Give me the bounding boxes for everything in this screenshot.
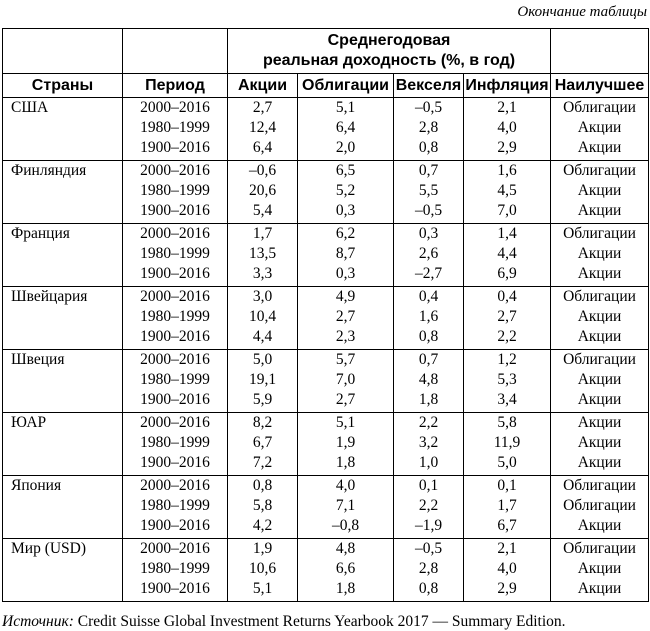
column-header-6: Наилучшее bbox=[551, 74, 649, 98]
inflation-value: 2,1 bbox=[497, 540, 517, 557]
inflation-value: 4,4 bbox=[497, 245, 517, 263]
table-continuation-note: Окончание таблицы bbox=[517, 4, 647, 20]
periods-value: 1980–1999 bbox=[140, 560, 210, 578]
stocks-value: 2,7 bbox=[252, 99, 273, 116]
cell-inflation bbox=[464, 287, 551, 350]
best-value: Облигации bbox=[563, 477, 636, 494]
inflation-value: 6,9 bbox=[497, 265, 517, 283]
periods-value: 1900–2016 bbox=[140, 328, 210, 346]
cell-periods bbox=[123, 224, 228, 287]
stocks-value: 5,0 bbox=[252, 351, 273, 368]
cell-inflation bbox=[464, 98, 551, 161]
cell-country bbox=[3, 287, 123, 350]
bonds-value: –0,8 bbox=[331, 517, 360, 535]
cell-country bbox=[3, 98, 123, 161]
inflation-value: 0,4 bbox=[497, 288, 517, 305]
stocks-value: 6,7 bbox=[252, 434, 273, 452]
best-value: Облигации bbox=[563, 162, 636, 179]
bills-value: 4,8 bbox=[418, 371, 439, 389]
cell-stocks bbox=[228, 98, 298, 161]
periods-value: 1980–1999 bbox=[140, 308, 210, 326]
periods-value: 1980–1999 bbox=[140, 434, 210, 452]
stocks-value: –0,6 bbox=[248, 162, 277, 179]
stocks-value: 5,1 bbox=[252, 580, 273, 598]
inflation-value: 4,0 bbox=[497, 119, 517, 137]
cell-bills bbox=[394, 287, 464, 350]
country-value: Швейцария bbox=[11, 288, 88, 305]
bonds-value: 5,1 bbox=[335, 414, 356, 431]
bills-value: 3,2 bbox=[418, 434, 439, 452]
stocks-value: 20,6 bbox=[248, 182, 277, 200]
bills-value: 1,0 bbox=[418, 454, 439, 472]
stocks-value: 10,4 bbox=[248, 308, 277, 326]
cell-country bbox=[3, 413, 123, 476]
inflation-value: 6,7 bbox=[497, 517, 517, 535]
stocks-value: 5,9 bbox=[252, 391, 273, 409]
cell-stocks bbox=[228, 413, 298, 476]
bills-value: 0,8 bbox=[418, 139, 439, 157]
stocks-value: 0,8 bbox=[252, 477, 273, 494]
best-value: Акции bbox=[577, 139, 622, 157]
country-value: США bbox=[11, 99, 49, 116]
cell-bills bbox=[394, 413, 464, 476]
country-value: Швеция bbox=[11, 351, 65, 368]
best-value: Облигации bbox=[563, 225, 636, 242]
bonds-value: 4,9 bbox=[335, 288, 356, 305]
periods-value: 2000–2016 bbox=[140, 288, 210, 305]
inflation-value: 2,9 bbox=[497, 580, 517, 598]
stocks-value: 6,4 bbox=[252, 139, 273, 157]
stocks-value: 4,4 bbox=[252, 328, 273, 346]
bills-value: 0,8 bbox=[418, 328, 439, 346]
cell-periods bbox=[123, 161, 228, 224]
cell-stocks bbox=[228, 539, 298, 602]
country-block-row bbox=[3, 476, 649, 539]
stocks-value: 1,9 bbox=[252, 540, 273, 557]
cell-country bbox=[3, 476, 123, 539]
cell-bonds bbox=[298, 350, 394, 413]
periods-value: 1980–1999 bbox=[140, 371, 210, 389]
country-value: Мир (USD) bbox=[11, 540, 87, 557]
best-value: Акции bbox=[577, 414, 622, 431]
bills-value: –0,5 bbox=[414, 202, 443, 220]
column-header-4: Векселя bbox=[394, 74, 464, 98]
column-header-row bbox=[3, 74, 649, 98]
cell-best bbox=[551, 413, 649, 476]
bonds-value: 5,1 bbox=[335, 99, 356, 116]
cell-best bbox=[551, 287, 649, 350]
periods-value: 1980–1999 bbox=[140, 182, 210, 200]
bills-value: 2,6 bbox=[418, 245, 439, 263]
cell-best bbox=[551, 539, 649, 602]
cell-bonds bbox=[298, 224, 394, 287]
cell-best bbox=[551, 161, 649, 224]
stocks-value: 1,7 bbox=[252, 225, 273, 242]
inflation-value: 1,7 bbox=[497, 497, 517, 515]
best-value: Облигации bbox=[563, 540, 636, 557]
periods-value: 2000–2016 bbox=[140, 540, 210, 557]
cell-bills bbox=[394, 98, 464, 161]
cell-bills bbox=[394, 224, 464, 287]
column-header-1: Период bbox=[123, 74, 228, 98]
bonds-value: 7,1 bbox=[335, 497, 356, 515]
cell-bills bbox=[394, 539, 464, 602]
cell-stocks bbox=[228, 161, 298, 224]
cell-bills bbox=[394, 350, 464, 413]
cell-stocks bbox=[228, 350, 298, 413]
best-value: Акции bbox=[577, 371, 622, 389]
inflation-value: 5,0 bbox=[497, 454, 517, 472]
cell-stocks bbox=[228, 224, 298, 287]
bonds-value: 6,6 bbox=[335, 560, 356, 578]
periods-value: 1900–2016 bbox=[140, 454, 210, 472]
stocks-value: 12,4 bbox=[248, 119, 277, 137]
cell-best bbox=[551, 98, 649, 161]
periods-value: 2000–2016 bbox=[140, 351, 210, 368]
bills-value: –0,5 bbox=[414, 540, 443, 557]
cell-inflation bbox=[464, 539, 551, 602]
bills-value: 0,8 bbox=[418, 580, 439, 598]
cell-periods bbox=[123, 287, 228, 350]
inflation-value: 2,1 bbox=[497, 99, 517, 116]
periods-value: 2000–2016 bbox=[140, 99, 210, 116]
bills-value: –2,7 bbox=[414, 265, 443, 283]
stocks-value: 10,6 bbox=[248, 560, 277, 578]
cell-periods bbox=[123, 350, 228, 413]
cell-periods bbox=[123, 476, 228, 539]
periods-value: 1980–1999 bbox=[140, 245, 210, 263]
periods-value: 2000–2016 bbox=[140, 225, 210, 242]
source-text: Credit Suisse Global Investment Returns Yearbook 2017 — Summary Edition. bbox=[77, 613, 566, 630]
column-header-0: Страны bbox=[3, 74, 123, 98]
stocks-value: 19,1 bbox=[248, 371, 277, 389]
stocks-value: 5,4 bbox=[252, 202, 273, 220]
best-value: Акции bbox=[577, 245, 622, 263]
bonds-value: 2,7 bbox=[335, 391, 356, 409]
bonds-value: 5,7 bbox=[335, 351, 356, 368]
cell-inflation bbox=[464, 224, 551, 287]
best-value: Акции bbox=[577, 182, 622, 200]
country-block-row bbox=[3, 539, 649, 602]
bills-value: 0,7 bbox=[418, 162, 439, 179]
country-block-row bbox=[3, 161, 649, 224]
bills-value: –0,5 bbox=[414, 99, 443, 116]
table-body bbox=[3, 98, 649, 602]
cell-bills bbox=[394, 161, 464, 224]
bonds-value: 8,7 bbox=[335, 245, 356, 263]
best-value: Акции bbox=[577, 391, 622, 409]
cell-best bbox=[551, 224, 649, 287]
periods-value: 1900–2016 bbox=[140, 139, 210, 157]
best-value: Облигации bbox=[563, 497, 636, 515]
cell-bonds bbox=[298, 98, 394, 161]
cell-inflation bbox=[464, 161, 551, 224]
inflation-value: 2,7 bbox=[497, 308, 517, 326]
cell-bills bbox=[394, 476, 464, 539]
inflation-value: 0,1 bbox=[497, 477, 517, 494]
best-value: Акции bbox=[577, 265, 622, 283]
bills-value: 2,8 bbox=[418, 119, 439, 137]
best-value: Акции bbox=[577, 434, 622, 452]
cell-stocks bbox=[228, 287, 298, 350]
returns-table bbox=[2, 28, 649, 602]
bills-value: 2,2 bbox=[418, 414, 439, 431]
inflation-value: 11,9 bbox=[493, 434, 521, 452]
merged-header-line1: Среднегодовая bbox=[327, 32, 451, 49]
bonds-value: 5,2 bbox=[335, 182, 356, 200]
inflation-value: 1,6 bbox=[497, 162, 517, 179]
bills-value: 0,7 bbox=[418, 351, 439, 368]
periods-value: 1980–1999 bbox=[140, 497, 210, 515]
header-spacer-period bbox=[123, 29, 228, 74]
stocks-value: 13,5 bbox=[248, 245, 277, 263]
cell-periods bbox=[123, 539, 228, 602]
best-value: Акции bbox=[577, 580, 622, 598]
inflation-value: 4,5 bbox=[497, 182, 517, 200]
periods-value: 1900–2016 bbox=[140, 580, 210, 598]
country-block-row bbox=[3, 98, 649, 161]
inflation-value: 1,2 bbox=[497, 351, 517, 368]
periods-value: 2000–2016 bbox=[140, 414, 210, 431]
country-block-row bbox=[3, 350, 649, 413]
cell-country bbox=[3, 350, 123, 413]
cell-bonds bbox=[298, 539, 394, 602]
country-value: Япония bbox=[11, 477, 62, 494]
periods-value: 1900–2016 bbox=[140, 517, 210, 535]
source-note bbox=[2, 612, 650, 631]
periods-value: 1900–2016 bbox=[140, 265, 210, 283]
cell-best bbox=[551, 350, 649, 413]
column-header-5: Инфляция bbox=[464, 74, 551, 98]
inflation-value: 5,3 bbox=[497, 371, 517, 389]
stocks-value: 7,2 bbox=[252, 454, 273, 472]
header-spacer-best bbox=[551, 29, 649, 74]
bonds-value: 1,8 bbox=[335, 580, 356, 598]
country-value: Финляндия bbox=[11, 162, 87, 179]
bonds-value: 6,4 bbox=[335, 119, 356, 137]
bills-value: 5,5 bbox=[418, 182, 439, 200]
inflation-value: 7,0 bbox=[497, 202, 517, 220]
best-value: Акции bbox=[577, 328, 622, 346]
cell-periods bbox=[123, 98, 228, 161]
stocks-value: 3,3 bbox=[252, 265, 273, 283]
cell-country bbox=[3, 539, 123, 602]
merged-header-cell bbox=[228, 29, 551, 74]
periods-value: 1900–2016 bbox=[140, 391, 210, 409]
inflation-value: 3,4 bbox=[497, 391, 517, 409]
bonds-value: 1,9 bbox=[335, 434, 356, 452]
header-spacer-country bbox=[3, 29, 123, 74]
cell-bonds bbox=[298, 287, 394, 350]
stocks-value: 8,2 bbox=[252, 414, 273, 431]
best-value: Акции bbox=[577, 454, 622, 472]
inflation-value: 5,8 bbox=[497, 414, 517, 431]
bills-value: 2,8 bbox=[418, 560, 439, 578]
bonds-value: 7,0 bbox=[335, 371, 356, 389]
stocks-value: 3,0 bbox=[252, 288, 273, 305]
cell-inflation bbox=[464, 476, 551, 539]
merged-header-line2: реальная доходность (%, в год) bbox=[262, 52, 516, 69]
periods-value: 2000–2016 bbox=[140, 477, 210, 494]
bonds-value: 2,7 bbox=[335, 308, 356, 326]
cell-periods bbox=[123, 413, 228, 476]
inflation-value: 2,9 bbox=[497, 139, 517, 157]
cell-bonds bbox=[298, 476, 394, 539]
best-value: Акции bbox=[577, 119, 622, 137]
cell-country bbox=[3, 161, 123, 224]
best-value: Акции bbox=[577, 517, 622, 535]
bills-value: 1,6 bbox=[418, 308, 439, 326]
bonds-value: 6,5 bbox=[335, 162, 356, 179]
cell-inflation bbox=[464, 413, 551, 476]
best-value: Облигации bbox=[563, 288, 636, 305]
cell-country bbox=[3, 224, 123, 287]
bonds-value: 1,8 bbox=[335, 454, 356, 472]
country-block-row bbox=[3, 413, 649, 476]
country-block-row bbox=[3, 224, 649, 287]
bonds-value: 2,0 bbox=[335, 139, 356, 157]
bonds-value: 4,0 bbox=[335, 477, 356, 494]
cell-best bbox=[551, 476, 649, 539]
column-header-2: Акции bbox=[228, 74, 298, 98]
bonds-value: 6,2 bbox=[335, 225, 356, 242]
periods-value: 2000–2016 bbox=[140, 162, 210, 179]
stocks-value: 5,8 bbox=[252, 497, 273, 515]
bills-value: 0,4 bbox=[418, 288, 439, 305]
best-value: Акции bbox=[577, 308, 622, 326]
stocks-value: 4,2 bbox=[252, 517, 273, 535]
country-value: ЮАР bbox=[11, 414, 47, 431]
cell-inflation bbox=[464, 350, 551, 413]
bills-value: 0,1 bbox=[418, 477, 439, 494]
cell-bonds bbox=[298, 413, 394, 476]
bills-value: –1,9 bbox=[414, 517, 443, 535]
country-block-row bbox=[3, 287, 649, 350]
inflation-value: 1,4 bbox=[497, 225, 517, 242]
periods-value: 1900–2016 bbox=[140, 202, 210, 220]
bonds-value: 2,3 bbox=[335, 328, 356, 346]
best-value: Акции bbox=[577, 202, 622, 220]
bonds-value: 4,8 bbox=[335, 540, 356, 557]
bills-value: 1,8 bbox=[418, 391, 439, 409]
bills-value: 2,2 bbox=[418, 497, 439, 515]
column-header-3: Облигации bbox=[298, 74, 394, 98]
cell-bonds bbox=[298, 161, 394, 224]
merged-header-row bbox=[3, 29, 649, 74]
bonds-value: 0,3 bbox=[335, 202, 356, 220]
periods-value: 1980–1999 bbox=[140, 119, 210, 137]
country-value: Франция bbox=[11, 225, 70, 242]
best-value: Акции bbox=[577, 560, 622, 578]
best-value: Облигации bbox=[563, 99, 636, 116]
cell-stocks bbox=[228, 476, 298, 539]
bonds-value: 0,3 bbox=[335, 265, 356, 283]
source-label: Источник: bbox=[2, 613, 74, 630]
best-value: Облигации bbox=[563, 351, 636, 368]
bills-value: 0,3 bbox=[418, 225, 439, 242]
inflation-value: 4,0 bbox=[497, 560, 517, 578]
inflation-value: 2,2 bbox=[497, 328, 517, 346]
